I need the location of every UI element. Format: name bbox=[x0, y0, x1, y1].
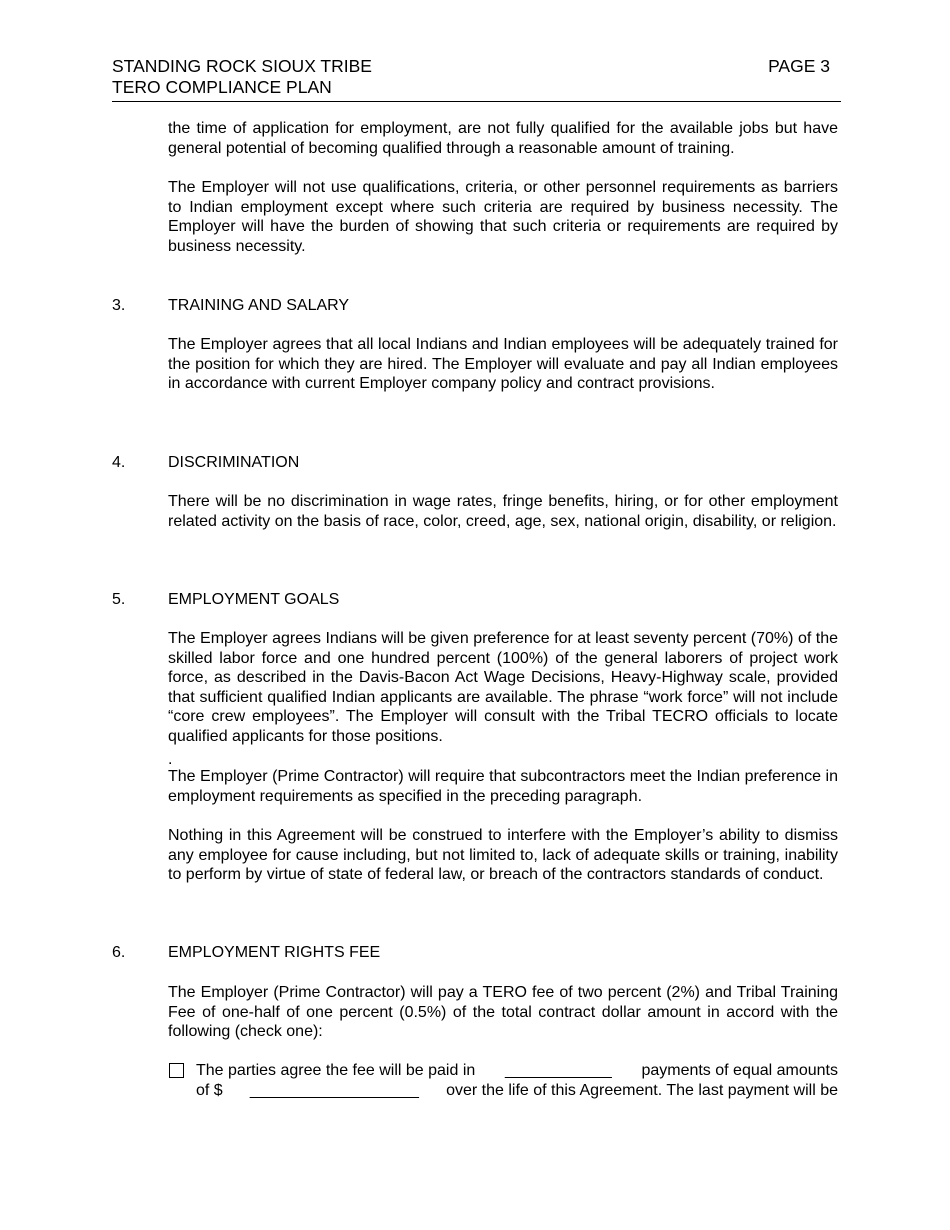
fee-option-line-1-start: The parties agree the fee will be paid in bbox=[196, 1062, 476, 1079]
section-6-number: 6. bbox=[112, 944, 126, 961]
section-5-paragraph-2: The Employer (Prime Contractor) will require that subcontractors meet the Indian preference in employment requirements as specified in the preceding paragraph. bbox=[168, 768, 838, 805]
intro-paragraph-1: the time of application for employment, are not fully qualified for the available jobs but have general potential of becoming qualified through a reasonable amount of training. bbox=[168, 120, 838, 157]
section-5-stray-mark: . bbox=[168, 751, 173, 768]
section-5-paragraph-3: Nothing in this Agreement will be construed to interfere with the Employer’s ability to dismiss any employee for cause including, but not limited to, lack of adequate skills or training, inability to perform by virtue of state of federal law, or breach of the contractors standards of conduct. bbox=[168, 827, 838, 884]
payments-count-blank[interactable]: ____________ bbox=[504, 1062, 612, 1079]
section-3-number: 3. bbox=[112, 297, 126, 314]
header-page-number: PAGE 3 bbox=[768, 56, 830, 76]
fee-option-checkbox[interactable] bbox=[169, 1063, 184, 1078]
fee-option-line-1 bbox=[196, 1061, 838, 1081]
fee-option-line-2 bbox=[196, 1081, 838, 1101]
header-plan-title: TERO COMPLIANCE PLAN bbox=[112, 77, 332, 97]
section-4-title: DISCRIMINATION bbox=[168, 454, 300, 471]
section-5-number: 5. bbox=[112, 591, 126, 608]
header-tribe-name: STANDING ROCK SIOUX TRIBE bbox=[112, 56, 372, 76]
section-3-paragraph: The Employer agrees that all local Indians and Indian employees will be adequately trained for the position for which they are hired. The Employer will evaluate and pay all Indian employees in accordance with current Employer company policy and contract provisions. bbox=[168, 336, 838, 393]
payment-amount-blank[interactable]: ___________________ bbox=[249, 1081, 419, 1099]
section-4-paragraph: There will be no discrimination in wage rates, fringe benefits, hiring, or for other employment related activity on the basis of race, color, creed, age, sex, national origin, disability, or religion. bbox=[168, 493, 838, 530]
fee-option-line-2-start: of $ bbox=[196, 1081, 223, 1099]
page-header bbox=[112, 56, 841, 102]
fee-option-line-2-end: over the life of this Agreement. The last payment will be bbox=[446, 1081, 838, 1099]
section-3-title: TRAINING AND SALARY bbox=[168, 297, 350, 314]
fee-option-text bbox=[196, 1061, 838, 1100]
intro-paragraph-2: The Employer will not use qualifications, criteria, or other personnel requirements as barriers to Indian employment except where such criteria are required by business necessity. The Employer will have the burden of showing that such criteria or requirements are required by business necessity. bbox=[168, 179, 838, 255]
section-6-title: EMPLOYMENT RIGHTS FEE bbox=[168, 944, 381, 961]
fee-option-line-1-end: payments of equal amounts bbox=[641, 1062, 838, 1079]
section-6-paragraph: The Employer (Prime Contractor) will pay a TERO fee of two percent (2%) and Tribal Training Fee of one-half of one percent (0.5%) of the total contract dollar amount in accord with the following (check one): bbox=[168, 984, 838, 1041]
section-5-title: EMPLOYMENT GOALS bbox=[168, 591, 340, 608]
section-5-paragraph-1: The Employer agrees Indians will be given preference for at least seventy percent (70%) of the skilled labor force and one hundred percent (100%) of the general laborers of project work force, as described in the Davis-Bacon Act Wage Decisions, Heavy-Highway scale, provided that sufficient qualified Indian applicants are available. The phrase “work force” will not include “core crew employees”. The Employer will consult with the Tribal TECRO officials to locate qualified applicants for those positions. bbox=[168, 630, 838, 745]
section-4-number: 4. bbox=[112, 454, 126, 471]
